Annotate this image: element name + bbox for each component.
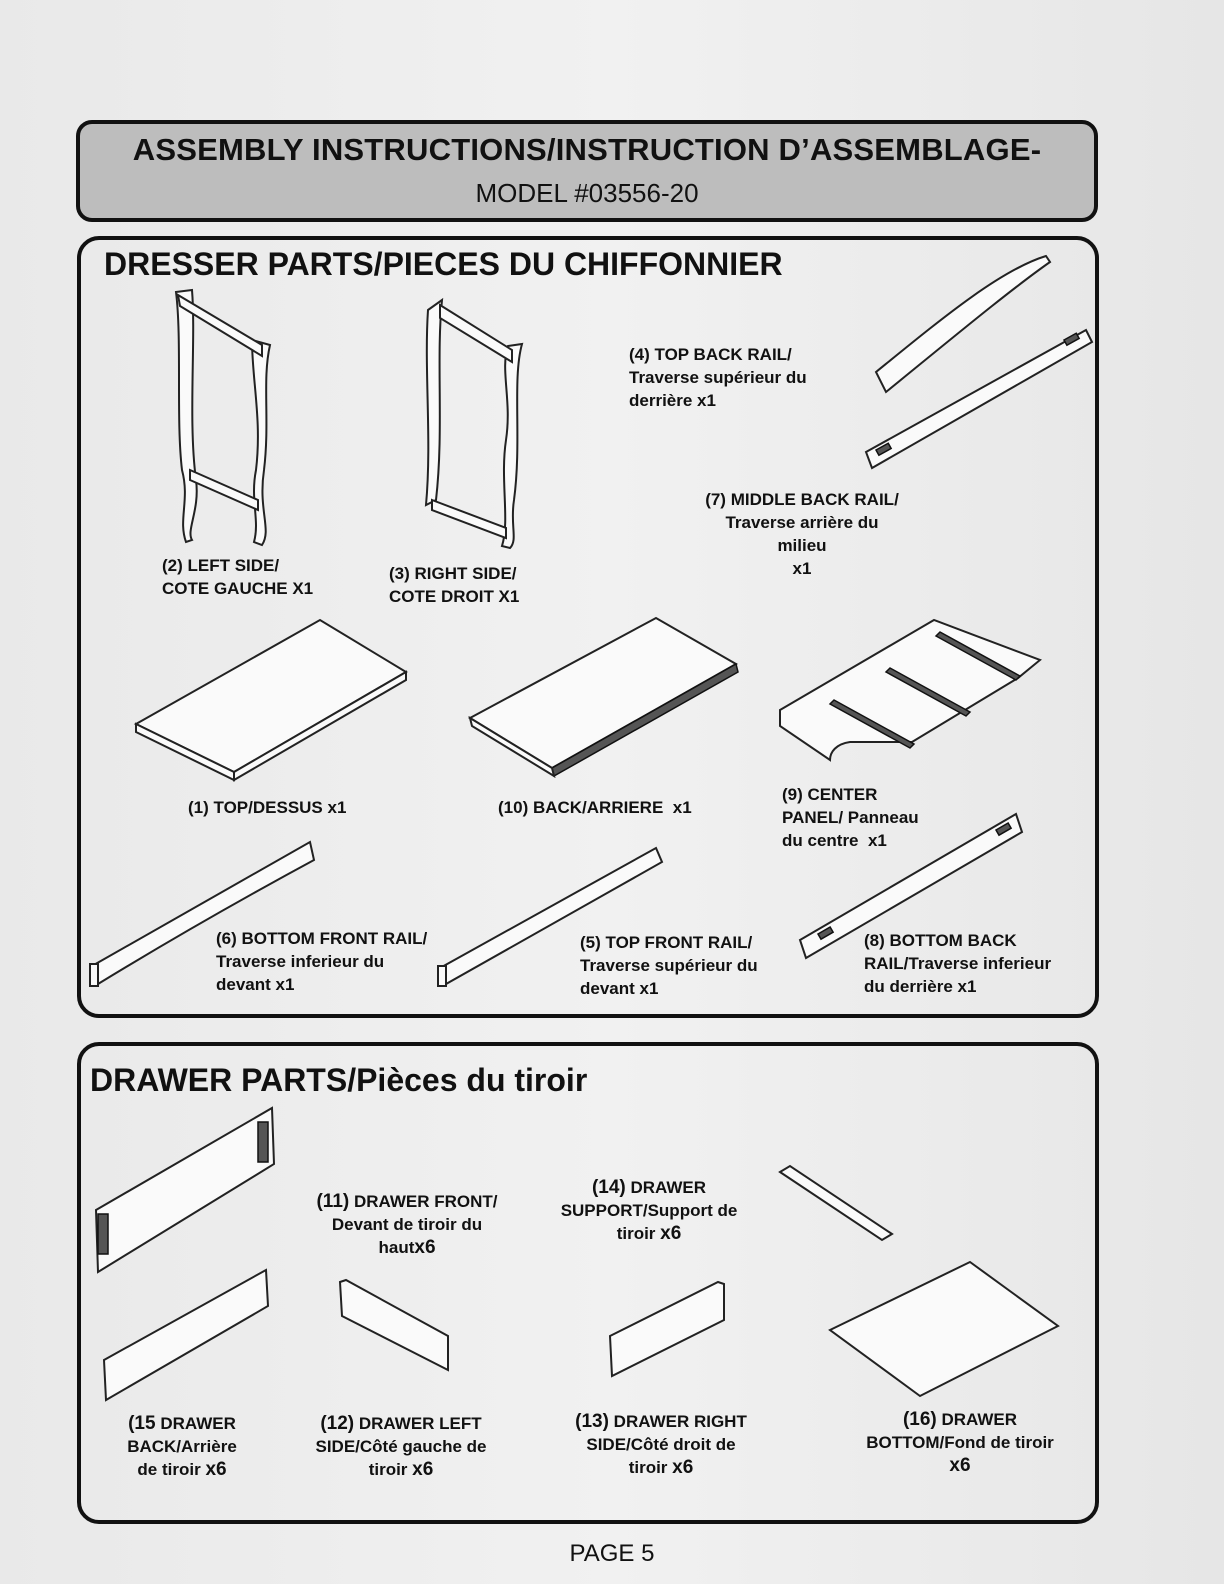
part-label-center-panel: (9) CENTER PANEL/ Panneau du centre x1: [782, 785, 919, 850]
part-label-bottom-front-rail: (6) BOTTOM FRONT RAIL/ Traverse inferieur du devant x1: [216, 929, 428, 994]
part-label-drawer-front: (11) DRAWER FRONT/ Devant de tiroir du hautx6: [316, 1191, 498, 1258]
part-label-top-front-rail: (5) TOP FRONT RAIL/ Traverse supérieur du devant x1: [580, 933, 758, 998]
part-label-drawer-right-side: (13) DRAWER RIGHT SIDE/Côté droit de tiroir x6: [575, 1411, 747, 1478]
part-label-top: (1) TOP/DESSUS x1: [188, 798, 347, 817]
document-title: ASSEMBLY INSTRUCTIONS/INSTRUCTION D’ASSEMBLAGE-: [132, 132, 1042, 167]
part-label-drawer-back: (15 DRAWER BACK/Arrière de tiroir x6: [127, 1413, 237, 1480]
part-label-drawer-support: (14) DRAWER SUPPORT/Support de tiroir x6: [560, 1177, 738, 1244]
dresser-parts-panel: [77, 236, 1099, 1018]
part-label-back: (10) BACK/ARRIERE x1: [498, 798, 692, 817]
part-label-top-back-rail: (4) TOP BACK RAIL/ Traverse supérieur du derrière x1: [629, 345, 807, 410]
drawer-parts-title: DRAWER PARTS/Pièces du tiroir: [90, 1062, 588, 1098]
part-label-middle-back-rail: (7) MIDDLE BACK RAIL/ Traverse arrière du milieu x1: [705, 490, 899, 578]
part-label-drawer-left-side: (12) DRAWER LEFT SIDE/Côté gauche de tiroir x6: [315, 1413, 487, 1480]
part-label-left-side: (2) LEFT SIDE/ COTE GAUCHE X1: [162, 556, 314, 598]
part-label-right-side: (3) RIGHT SIDE/ COTE DROIT X1: [389, 564, 520, 606]
page-number: PAGE 5: [569, 1540, 655, 1567]
model-number: MODEL #03556-20: [475, 178, 699, 208]
dresser-parts-title: DRESSER PARTS/PIECES DU CHIFFONNIER: [104, 246, 783, 282]
part-label-bottom-back-rail: (8) BOTTOM BACK RAIL/Traverse inferieur du derrière x1: [864, 931, 1052, 996]
part-label-drawer-bottom: (16) DRAWER BOTTOM/Fond de tiroir x6: [866, 1409, 1054, 1476]
